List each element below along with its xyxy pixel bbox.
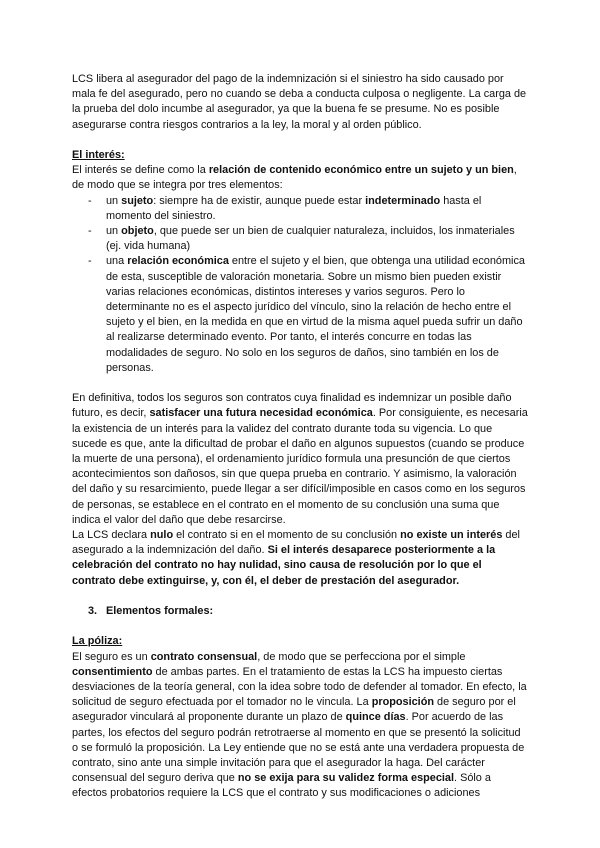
list-item — [72, 224, 528, 254]
intro-paragraph — [72, 72, 528, 133]
bold-text: quince días — [345, 711, 406, 724]
bold-text: objeto — [121, 225, 154, 238]
poliza-heading: La póliza: — [72, 635, 123, 648]
text-run: de seguro por el asegurador vinculará al proponente durante un plazo de — [72, 696, 516, 724]
bold-text: contrato consensual — [150, 650, 258, 663]
section-number: 3. — [88, 605, 98, 618]
text-run: : siempre ha de existir, aunque puede estar — [153, 194, 366, 207]
bold-text: indeterminado — [365, 194, 441, 207]
bold-text: sujeto — [121, 194, 154, 207]
bold-text: nulo — [150, 529, 174, 542]
text-run: . Por acuerdo de las partes, los efectos del seguro podrán retrotraerse al momento en que se presentó la solicitud o se formuló la proposición. La Ley entiende que no se está ante una verdadera propuesta de contrato, sino ante una simple invitación para que el asegurador la haga. Del carácter consensual del seguro deriva que — [72, 711, 525, 785]
text-run: La LCS declara — [72, 529, 151, 542]
text-run: El interés se define como la — [72, 164, 209, 177]
elementos-list — [72, 194, 528, 376]
text-run: el contrato si en el momento de su conclusión — [173, 529, 401, 542]
interes-definition — [72, 163, 528, 193]
text-run: un — [106, 225, 122, 238]
text-run: . Sólo a efectos probatorios requiere la LCS que el contrato y sus modificaciones o adiciones — [72, 772, 491, 800]
text-run: de ambas partes. En el tratamiento de estas la LCS ha impuesto ciertas desviaciones de la teoría general, con la idea sobre todo de defender al tomador. En efecto, la solicitud de seguro efectuada por el tomador no le vincula. La — [72, 665, 527, 709]
text-run: , de modo que se integra por tres elementos: — [72, 164, 517, 192]
text-run: del asegurado a la indemnización del daño. — [72, 529, 520, 557]
section-title: Elementos formales: — [106, 605, 214, 618]
bold-text: relación de contenido económico entre un sujeto y un bien — [208, 164, 514, 177]
bold-text: satisfacer una futura necesidad económica — [149, 407, 373, 420]
nulidad-paragraph — [72, 528, 528, 589]
bold-text: relación económica — [127, 255, 229, 268]
bold-text: no se exija para su validez forma especial — [237, 772, 455, 785]
list-item — [72, 254, 528, 376]
text-run: hasta el momento del siniestro. — [106, 194, 482, 222]
bold-text: proposición — [371, 696, 435, 709]
text-run: entre el sujeto y el bien, que obtenga una utilidad económica de esta, susceptible de valoración monetaria. Sobre un mismo bien pueden existir varias relaciones económicas, distintos intereses y varios seguros. Pero lo determinante no es el aspecto jurídico del vínculo, sino la relación de hecho entre el sujeto y el bien, en la medida en que en virtud de la misma aquel pueda sufrir un daño al realizarse determinado evento. Por tanto, el interés concurre en todas las modalidades de seguro. No solo en los seguros de daños, sino también en los de personas. — [106, 255, 525, 374]
text-run: LCS libera al asegurador del pago de la indemnización si el siniestro ha sido causado por mala fe del asegurado, pero no cuando se deba a conducta culposa o negligente. La carga de la prueba del dolo incumbe al asegurador, ya que la buena fe se presume. No es posible asegurarse contra riesgos contrarios a la ley, la moral y al orden público. — [72, 73, 527, 131]
bold-text: consentimiento — [72, 665, 153, 678]
text-run: , que puede ser un bien de cualquier naturaleza, incluidos, los inmateriales (ej. vida humana) — [106, 225, 515, 253]
definitiva-paragraph — [72, 391, 528, 528]
text-run: , de modo que se perfecciona por el simple — [257, 650, 466, 663]
text-run: El seguro es un — [72, 650, 151, 663]
list-item — [72, 194, 528, 224]
document-page — [72, 72, 528, 802]
text-run: . Por consiguiente, es necesaria la existencia de un interés para la validez del contrato durante toda su vigencia. Lo que sucede es que, ante la dificultad de probar el daño en algunos supuestos (cuando se produce la muerte de una persona), el ordenamiento jurídico formula una presunción de que ciertos acontecimientos son dañosos, sin que quepa prueba en contrario. Y asimismo, la valoración del daño y su resarcimiento, puede llegar a ser difícil/imposible en casos como en los seguros de personas, se establece en el contrato en el momento de su conclusión una suma que indica el valor del daño que debe resarcirse. — [72, 407, 528, 526]
bold-text: no existe un interés — [400, 529, 503, 542]
text-run: un — [106, 194, 122, 207]
section-heading — [72, 604, 528, 619]
bold-text: Si el interés desaparece posteriormente a la celebración del contrato no hay nulidad, sino causa de resolución por lo que el contrato debe extinguirse, y, con él, el deber de prestación del asegurador. — [72, 544, 496, 587]
text-run: una — [106, 255, 128, 268]
interes-heading: El interés: — [72, 149, 125, 161]
poliza-paragraph — [72, 650, 528, 802]
text-run: En definitiva, todos los seguros son contratos cuya finalidad es indemnizar un posible daño futuro, es decir, — [72, 392, 512, 420]
